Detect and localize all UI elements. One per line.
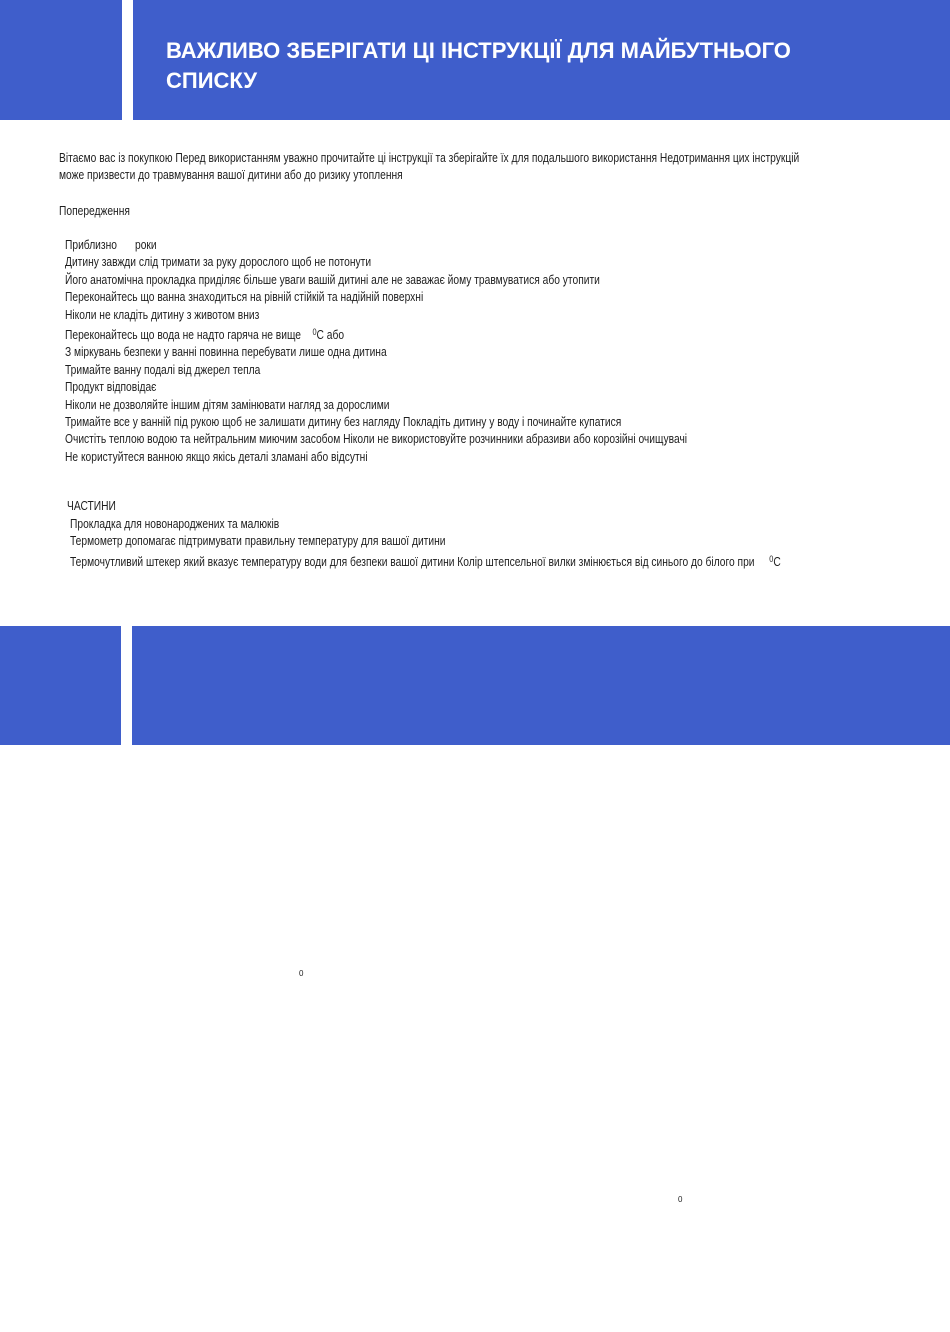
- warnings-heading: Попередження: [59, 204, 130, 218]
- warning-text: Приблизно: [65, 238, 117, 252]
- list-item: Його анатомічна прокладка приділяє більше уваги вашій дитині але не заважає йому травмуватися або утопити: [65, 272, 600, 287]
- intro-line: Вітаємо вас із покупкою Перед використанням уважно прочитайте ці інструкції та зберігайте їх для подальшого використання Недотримання цих інструкцій: [59, 151, 800, 165]
- header-band-left: [0, 0, 122, 120]
- intro-line: може призвести до травмування вашої дитини або до ризику утоплення: [59, 168, 403, 183]
- warning-text: роки: [135, 238, 157, 252]
- stray-mark: 0: [299, 969, 304, 978]
- list-item: З міркувань безпеки у ванні повинна перебувати лише одна дитина: [65, 345, 387, 360]
- part-text: С: [773, 554, 781, 569]
- stray-mark: 0: [678, 1195, 683, 1204]
- part-text: Термочутливий штекер який вказує температуру води для безпеки вашої дитини Колір штепсельної вилки змінюється від синього до білого при: [70, 554, 755, 569]
- list-item: Не користуйтеся ванною якщо якісь деталі зламані або відсутні: [65, 449, 368, 464]
- list-item: Очистіть теплою водою та нейтральним миючим засобом Ніколи не використовуйте розчинники абразиви або корозійні очищувачі: [65, 432, 688, 447]
- warning-text: Переконайтесь що вода не надто гаряча не вище: [65, 328, 301, 343]
- list-item: Переконайтесь що ванна знаходиться на рівній стійкій та надійній поверхні: [65, 290, 424, 305]
- parts-heading: ЧАСТИНИ: [67, 499, 116, 513]
- intro-paragraph: [59, 150, 799, 185]
- list-item: Термометр допомагає підтримувати правильну температуру для вашої дитини: [70, 534, 446, 549]
- list-item: [65, 237, 687, 254]
- list-item: [65, 324, 687, 344]
- degree-mark: 0: [312, 327, 317, 338]
- section-band-right: [132, 626, 950, 745]
- list-item: Тримайте все у ванній під рукою щоб не залишати дитину без нагляду Покладіть дитину у воду і починайте купатися: [65, 415, 622, 430]
- page-title: ВАЖЛИВО ЗБЕРІГАТИ ЦІ ІНСТРУКЦІЇ ДЛЯ МАЙБУТНЬОГО СПИСКУ: [166, 38, 791, 93]
- list-item: Ніколи не дозволяйте іншим дітям замінювати нагляд за дорослими: [65, 397, 390, 412]
- list-item: Продукт відповідає: [65, 380, 157, 395]
- list-item: Дитину завжди слід тримати за руку дорослого щоб не потонути: [65, 255, 372, 270]
- section-band-left: [0, 626, 121, 745]
- list-item: Ніколи не кладіть дитину з животом вниз: [65, 307, 260, 322]
- list-item: Прокладка для новонароджених та малюків: [70, 517, 280, 531]
- warnings-list: [65, 237, 687, 466]
- warning-text: С або: [316, 328, 345, 343]
- degree-mark: 0: [769, 553, 774, 564]
- parts-list: [70, 516, 781, 571]
- list-item: Тримайте ванну подалі від джерел тепла: [65, 362, 261, 377]
- list-item: [70, 551, 781, 571]
